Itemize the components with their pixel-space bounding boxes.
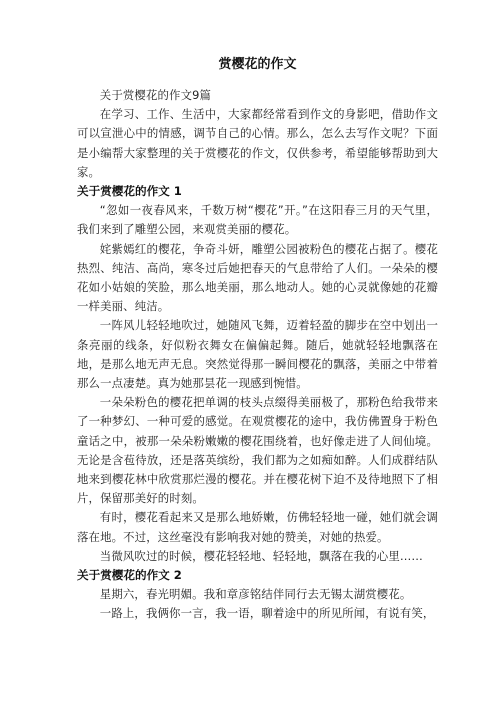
section-heading: 关于赏樱花的作文 2 [77,568,182,583]
paragraph: “忽如一夜春风来，千数万树“樱花”开。”在这阳春三月的天气里，我们来到了雕塑公园，来观赏美丽的樱花。 [77,203,438,237]
document-title: 赏樱花的作文 [218,57,297,72]
paragraph: 一阵风儿轻轻地吹过，她随风飞舞，迈着轻盈的脚步在空中划出一条亮丽的线条，好似粉衣舞女在偏偏起舞。随后，她就轻轻地飘落在地，是那么地无声无息。突然觉得那一瞬间樱花的飘落，美丽之中带着那么一点凄楚。真为她那昙花一现感到惋惜。 [77,318,438,391]
paragraph: 星期六，春光明媚。我和章彦铭结伴同行去无锡太湖赏樱花。 [99,587,412,602]
paragraph: 一朵朵粉色的樱花把单调的枝头点缀得美丽极了，那粉色给我带来了一种梦幻、一种可爱的感觉。在观赏樱花的途中，我仿佛置身于粉色童话之中，被那一朵朵粉嫩嫩的樱花围绕着，也好像走进了人间仙境。无论是含苞待放，还是落英缤纷，我们都为之如痴如醉。人们成群结队地来到樱花林中欣赏那烂漫的樱花。并在樱花树下迫不及待地照下了相片，保留那美好的时刻。 [77,395,438,506]
section-heading: 关于赏樱花的作文 1 [77,184,182,199]
paragraph: 姹紫嫣红的樱花，争奇斗妍，雕塑公园被粉色的樱花占据了。樱花热烈、纯洁、高尚，寒冬过后她把春天的气息带给了人们。一朵朵的樱花如小姑娘的笑脸，那么地美丽，那么地动人。她的心灵就像她的花瓣一样美丽、纯洁。 [77,241,438,314]
intro-paragraph: 在学习、工作、生活中，大家都经常看到作文的身影吧，借助作文可以宣泄心中的情感，调节自己的心情。那么，怎么去写作文呢？下面是小编帮大家整理的关于赏樱花的作文，仅供参考，希望能够帮助到大家。 [77,107,438,179]
paragraph: 当微风吹过的时候，樱花轻轻地、轻轻地，飘落在我的心里…… [99,548,423,563]
intro-line: 关于赏樱花的作文9篇 [99,88,212,102]
paragraph: 有时，樱花看起来又是那么地娇嫩，仿佛轻轻地一碰，她们就会调落在地。不过，这丝毫没有影响我对她的赞美，对她的热爱。 [77,510,438,544]
paragraph: 一路上，我俩你一言，我一语，聊着途中的所见所闻，有说有笑， [99,606,435,621]
